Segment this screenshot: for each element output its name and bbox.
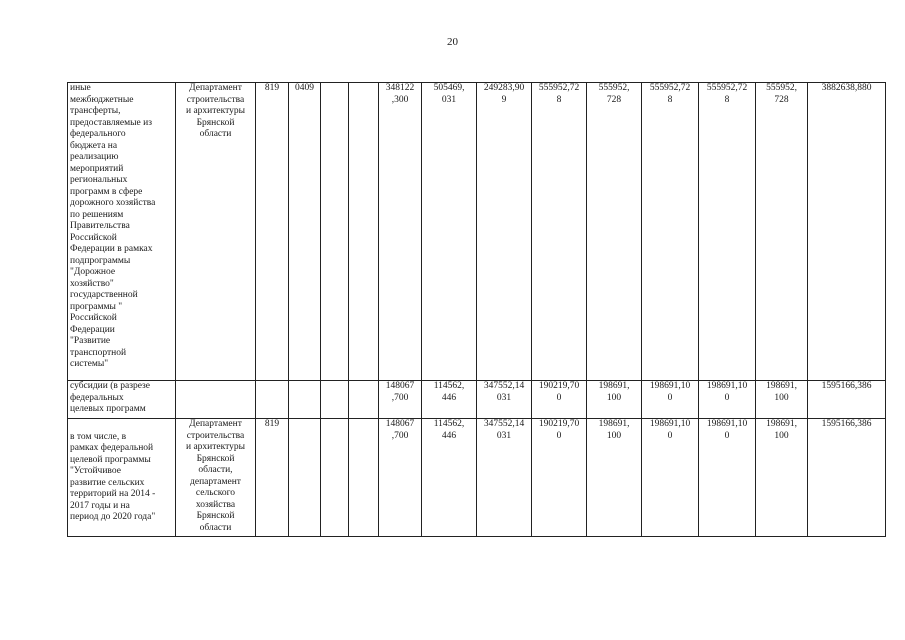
row-name-cell: субсидии (в разрезе федеральных целевых программ xyxy=(68,381,176,419)
budget-table xyxy=(67,82,886,537)
value-cell: 190219,70 0 xyxy=(532,419,587,537)
department-cell: Департамент строительства и архитектуры Брянской области, департамент сельского хозяйства Брянской области xyxy=(176,419,256,537)
value-cell: 198691, 100 xyxy=(756,381,808,419)
value-cell: 148067 ,700 xyxy=(379,419,422,537)
department-cell: Департамент строительства и архитектуры Брянской области xyxy=(176,83,256,381)
grbs-code-cell: 819 xyxy=(256,83,289,381)
grbs-code-cell xyxy=(256,381,289,419)
target-article-cell xyxy=(321,419,349,537)
value-cell: 114562, 446 xyxy=(422,381,477,419)
value-cell: 555952,72 8 xyxy=(532,83,587,381)
table-row xyxy=(68,419,886,537)
value-cell: 555952,72 8 xyxy=(699,83,756,381)
value-cell: 348122 ,300 xyxy=(379,83,422,381)
target-article-cell xyxy=(321,381,349,419)
value-cell: 198691,10 0 xyxy=(642,419,699,537)
value-cell: 114562, 446 xyxy=(422,419,477,537)
table-row xyxy=(68,381,886,419)
value-cell: 190219,70 0 xyxy=(532,381,587,419)
row-name-cell: иные межбюджетные трансферты, предоставляемые из федерального бюджета на реализацию мероприятий региональных программ в сфере дорожного хозяйства по решениям Правительства Российской Федерации в рамках подпрограммы "Дорожное хозяйство" государственной программы " Российской Федерации "Развитие транспортной системы" xyxy=(68,83,176,381)
value-cell: 555952,72 8 xyxy=(642,83,699,381)
value-cell: 347552,14 031 xyxy=(477,419,532,537)
section-code-cell xyxy=(289,381,321,419)
total-cell: 1595166,386 xyxy=(808,419,886,537)
section-code-cell: 0409 xyxy=(289,83,321,381)
department-cell xyxy=(176,381,256,419)
value-cell: 249283,90 9 xyxy=(477,83,532,381)
value-cell: 555952, 728 xyxy=(587,83,642,381)
section-code-cell xyxy=(289,419,321,537)
value-cell: 198691, 100 xyxy=(756,419,808,537)
value-cell: 347552,14 031 xyxy=(477,381,532,419)
total-cell: 1595166,386 xyxy=(808,381,886,419)
total-cell: 3882638,880 xyxy=(808,83,886,381)
expense-type-cell xyxy=(349,83,379,381)
value-cell: 505469, 031 xyxy=(422,83,477,381)
target-article-cell xyxy=(321,83,349,381)
table-row xyxy=(68,83,886,381)
value-cell: 198691, 100 xyxy=(587,381,642,419)
page-number: 20 xyxy=(447,36,458,48)
expense-type-cell xyxy=(349,381,379,419)
value-cell: 148067 ,700 xyxy=(379,381,422,419)
grbs-code-cell: 819 xyxy=(256,419,289,537)
expense-type-cell xyxy=(349,419,379,537)
value-cell: 198691,10 0 xyxy=(642,381,699,419)
value-cell: 198691, 100 xyxy=(587,419,642,537)
value-cell: 198691,10 0 xyxy=(699,381,756,419)
row-name-cell: в том числе, в рамках федеральной целевой программы "Устойчивое развитие сельских территорий на 2014 - 2017 годы и на период до 2020 года" xyxy=(68,419,176,537)
value-cell: 555952, 728 xyxy=(756,83,808,381)
value-cell: 198691,10 0 xyxy=(699,419,756,537)
